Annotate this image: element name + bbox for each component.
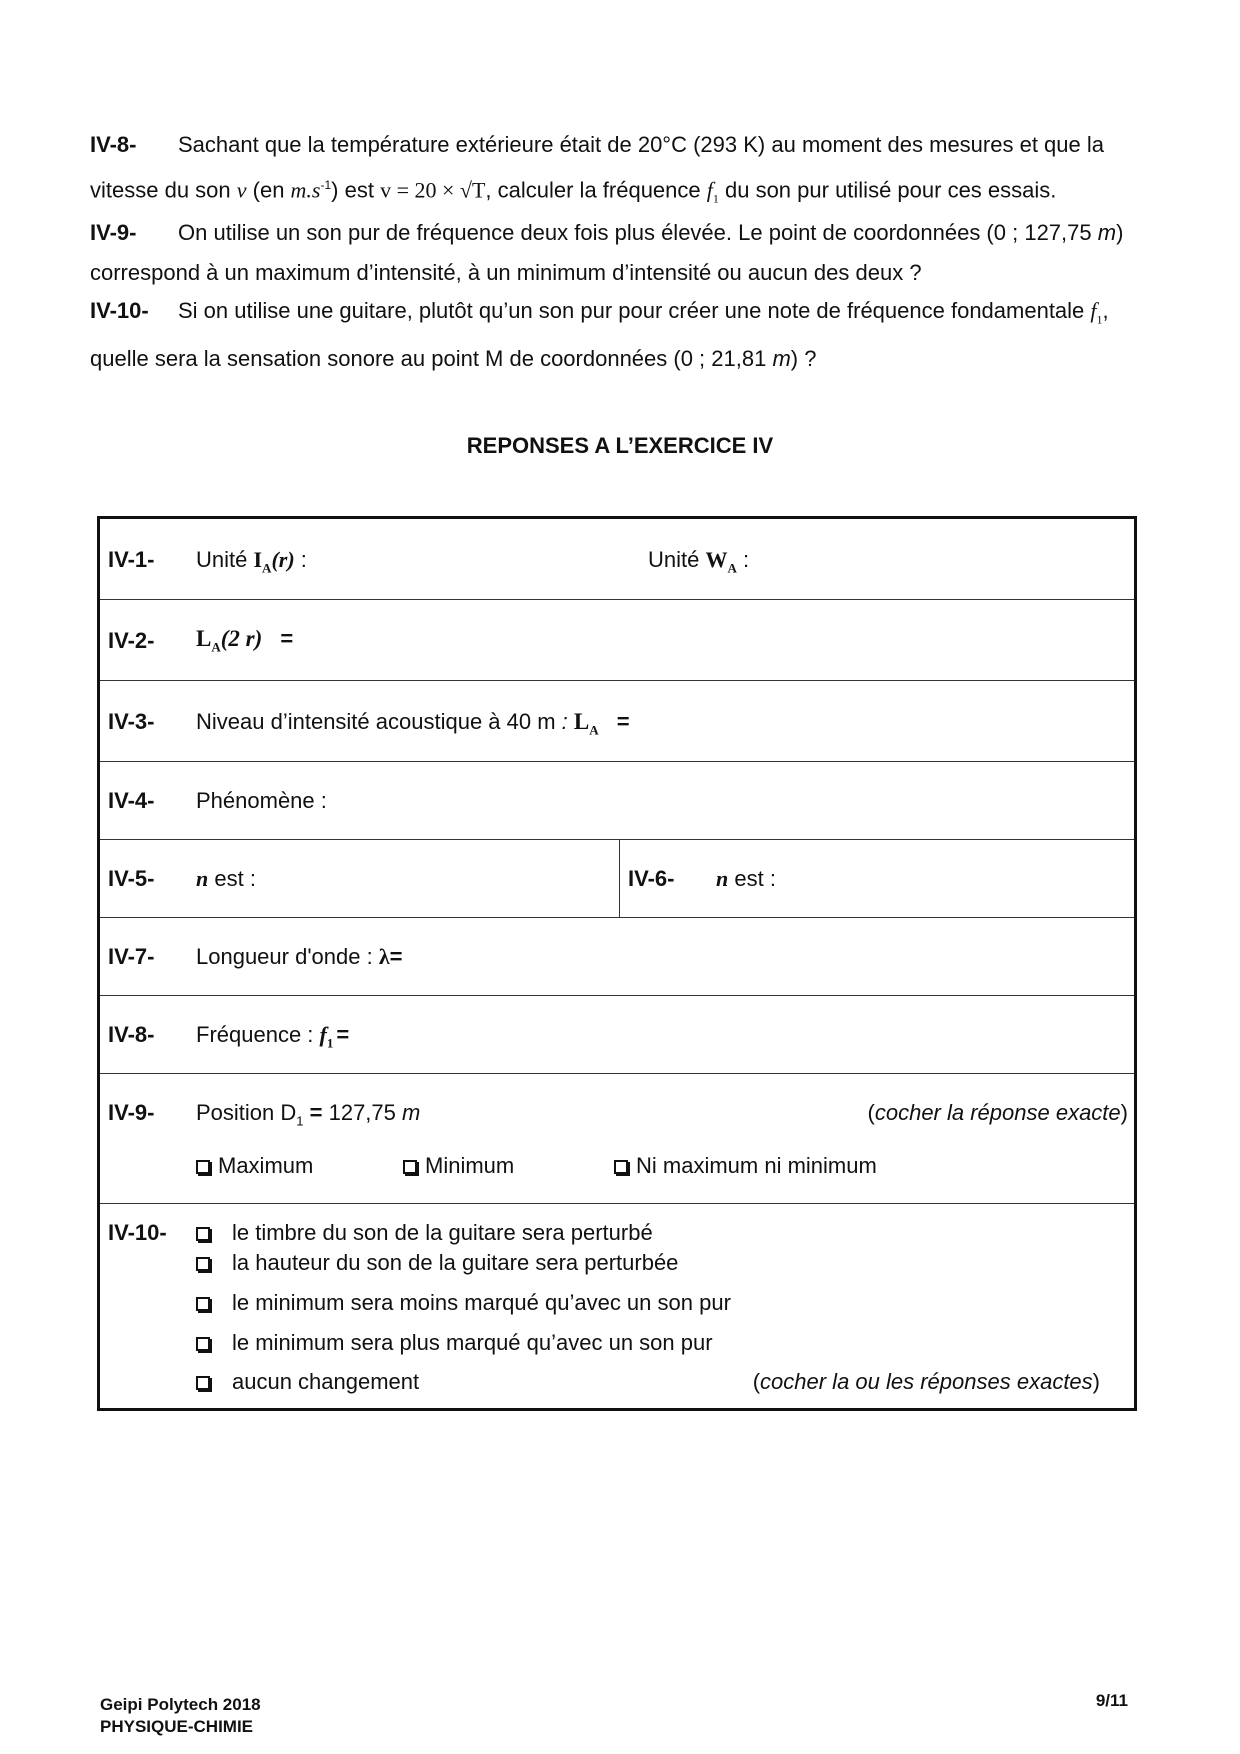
- position-value: 127,75: [328, 1100, 402, 1125]
- option-hauteur[interactable]: [196, 1250, 678, 1276]
- answer-label: IV-8-: [108, 1022, 155, 1047]
- answer-label: IV-2-: [108, 628, 155, 653]
- question-text: On utilise un son pur de fréquence deux fois plus élevée. Le point de coordonnées (0 ; 127,75: [178, 220, 1098, 245]
- answer-text: :: [294, 547, 307, 572]
- hint-text: cocher la réponse exacte: [874, 1100, 1121, 1125]
- math-lambda: λ: [378, 944, 390, 969]
- paren-open: (: [867, 1100, 875, 1125]
- math-w-sub: A: [727, 560, 737, 576]
- answer-label: IV-1-: [108, 547, 155, 572]
- page-number: 9/11: [1095, 1691, 1128, 1710]
- answer-text: Fréquence :: [196, 1022, 320, 1047]
- paren-close: ): [1120, 1100, 1128, 1125]
- question-text: du son pur utilisé pour ces essais.: [718, 177, 1057, 203]
- equals-sign: =: [336, 1022, 350, 1047]
- math-l-arg: (2 r): [220, 626, 263, 651]
- option-label: le minimum sera plus marqué qu’avec un son pur: [232, 1330, 713, 1355]
- math-f-sub: 1: [1096, 312, 1103, 327]
- question-text: ): [1116, 220, 1124, 245]
- answer-label: IV-5-: [108, 866, 155, 891]
- equals-sign: =: [616, 709, 630, 734]
- math-f: f: [706, 177, 713, 203]
- footer-exam: Geipi Polytech 2018: [100, 1695, 261, 1714]
- equals-sign: =: [389, 944, 403, 969]
- question-text: Si on utilise une guitare, plutôt qu’un son pur pour créer une note de fréquence fondamentale: [178, 298, 1091, 323]
- intensity-level-field: [196, 709, 630, 738]
- question-iv-10: [90, 291, 1150, 379]
- answer-row-iv-4[interactable]: [100, 762, 1134, 840]
- math-f-sub: 1: [326, 1035, 334, 1051]
- question-text: (en: [246, 177, 291, 203]
- checkbox-icon[interactable]: [403, 1160, 417, 1174]
- la-2r-field: [196, 626, 293, 655]
- checkbox-icon[interactable]: [614, 1160, 628, 1174]
- unit-exponent: -1: [320, 178, 332, 192]
- answer-text: est :: [728, 866, 776, 891]
- section-title: REPONSES A L’EXERCICE IV: [466, 433, 774, 458]
- question-text: ,: [1102, 298, 1109, 323]
- question-iv-8: [90, 125, 1150, 219]
- answer-row-iv-3[interactable]: [100, 681, 1134, 762]
- question-line: [90, 339, 1150, 379]
- answer-label: IV-4-: [108, 788, 155, 813]
- answer-row-iv-8[interactable]: [100, 996, 1134, 1074]
- option-label: la hauteur du son de la guitare sera perturbée: [232, 1250, 679, 1275]
- option-plus-marque[interactable]: [196, 1330, 713, 1356]
- math-f: f: [319, 1022, 327, 1047]
- question-text: Sachant que la température extérieure était de 20°C (293 K) au moment des mesures et que la: [178, 132, 1104, 157]
- frequency-field: [196, 1022, 349, 1051]
- hint-text: cocher la ou les réponses exactes: [760, 1369, 1093, 1394]
- answer-text: Niveau d’intensité acoustique à 40 m: [196, 709, 562, 734]
- answer-table: [97, 516, 1137, 1411]
- n-field: [196, 866, 256, 892]
- answer-label: IV-6-: [628, 866, 675, 891]
- answer-text: :: [736, 547, 750, 572]
- checkbox-icon[interactable]: [196, 1160, 210, 1174]
- math-i: I: [253, 547, 263, 572]
- answer-row-iv-9: [100, 1074, 1134, 1204]
- answer-label: IV-9-: [108, 1100, 155, 1125]
- answer-label: IV-10-: [108, 1220, 167, 1245]
- option-label: le minimum sera moins marqué qu’avec un son pur: [232, 1290, 731, 1315]
- answer-text: Position D: [196, 1100, 297, 1125]
- option-timbre[interactable]: [196, 1220, 653, 1246]
- math-l: L: [196, 626, 212, 651]
- math-l-sub: A: [211, 639, 221, 655]
- question-text: ) ?: [790, 346, 817, 372]
- option-neither[interactable]: [614, 1153, 877, 1179]
- answer-label: IV-3-: [108, 709, 155, 734]
- answer-label: IV-7-: [108, 944, 155, 969]
- formula: v = 20 × √T: [380, 177, 486, 203]
- answer-row-iv-5-6: [100, 840, 1134, 918]
- option-aucun[interactable]: [196, 1369, 419, 1395]
- math-l: L: [573, 709, 590, 734]
- math-l-sub: A: [589, 722, 599, 738]
- unit-ia-field: [196, 547, 307, 576]
- option-label: Maximum: [218, 1153, 314, 1178]
- option-label: aucun changement: [232, 1369, 420, 1394]
- question-line: [90, 213, 1150, 253]
- checkbox-icon[interactable]: [196, 1257, 210, 1271]
- question-label: IV-9-: [90, 220, 137, 245]
- math-n: n: [716, 866, 729, 891]
- answer-text: Unité: [196, 547, 254, 572]
- math-w: W: [705, 547, 728, 572]
- answer-row-iv-10: [100, 1204, 1134, 1411]
- question-text: , calculer la fréquence: [485, 177, 707, 203]
- footer-subject: PHYSIQUE-CHIMIE: [100, 1717, 254, 1736]
- answer-row-iv-2[interactable]: [100, 600, 1134, 681]
- paren-close: ): [1092, 1369, 1100, 1394]
- question-text: ) est: [331, 177, 381, 203]
- answer-cell-iv-6[interactable]: [620, 840, 1137, 918]
- checkbox-icon[interactable]: [196, 1337, 210, 1351]
- checkbox-icon[interactable]: [196, 1376, 210, 1390]
- d-sub: 1: [296, 1113, 304, 1129]
- option-minimum[interactable]: [403, 1153, 514, 1179]
- answer-row-iv-7[interactable]: [100, 918, 1134, 996]
- math-f: f: [1090, 298, 1097, 323]
- footer-left: [100, 1694, 261, 1738]
- answer-text: est :: [208, 866, 256, 891]
- option-label: Minimum: [425, 1153, 515, 1178]
- option-label: le timbre du son de la guitare sera perturbé: [232, 1220, 653, 1245]
- equals-sign: =: [280, 626, 294, 651]
- option-moins-marque[interactable]: [196, 1290, 731, 1316]
- colon: :: [561, 709, 568, 734]
- question-line: [90, 125, 1150, 165]
- math-n: n: [196, 866, 209, 891]
- checkbox-icon[interactable]: [196, 1227, 210, 1241]
- checkbox-icon[interactable]: [196, 1297, 210, 1311]
- math-f-sub: 1: [712, 191, 719, 206]
- question-iv-9: [90, 213, 1150, 293]
- phenomenon-field: Phénomène :: [196, 788, 327, 813]
- instruction-hint: [753, 1369, 1100, 1395]
- question-label: IV-10-: [90, 298, 149, 323]
- answer-row-iv-1[interactable]: [100, 519, 1134, 600]
- answer-text: Unité: [648, 547, 706, 572]
- option-label: Ni maximum ni minimum: [636, 1153, 877, 1178]
- answer-text: Longueur d'onde :: [196, 944, 379, 969]
- wavelength-field: [196, 944, 402, 970]
- option-maximum[interactable]: [196, 1153, 313, 1179]
- answer-cell-iv-5[interactable]: [100, 840, 620, 918]
- equals-sign: =: [303, 1100, 329, 1125]
- question-text: quelle sera la sensation sonore au point M de coordonnées (0 ; 21,81: [90, 346, 773, 372]
- question-line: [90, 165, 1150, 219]
- position-field: [196, 1100, 420, 1128]
- math-v: v: [236, 177, 247, 203]
- unit-m: m: [1097, 220, 1117, 245]
- unit-m: m: [772, 346, 791, 372]
- math-i-sub: A: [262, 560, 272, 576]
- math-i-arg: (r): [271, 547, 295, 572]
- question-line: [90, 291, 1150, 339]
- unit-m: m: [402, 1100, 421, 1125]
- unit: m.s: [290, 177, 321, 203]
- instruction-hint: [868, 1100, 1128, 1126]
- question-line: correspond à un maximum d’intensité, à un minimum d’intensité ou aucun des deux ?: [90, 260, 922, 285]
- question-text: vitesse du son: [90, 177, 237, 203]
- question-label: IV-8-: [90, 132, 137, 157]
- paren-open: (: [752, 1369, 761, 1394]
- unit-wa-field: [648, 547, 749, 576]
- n-field: [716, 866, 776, 892]
